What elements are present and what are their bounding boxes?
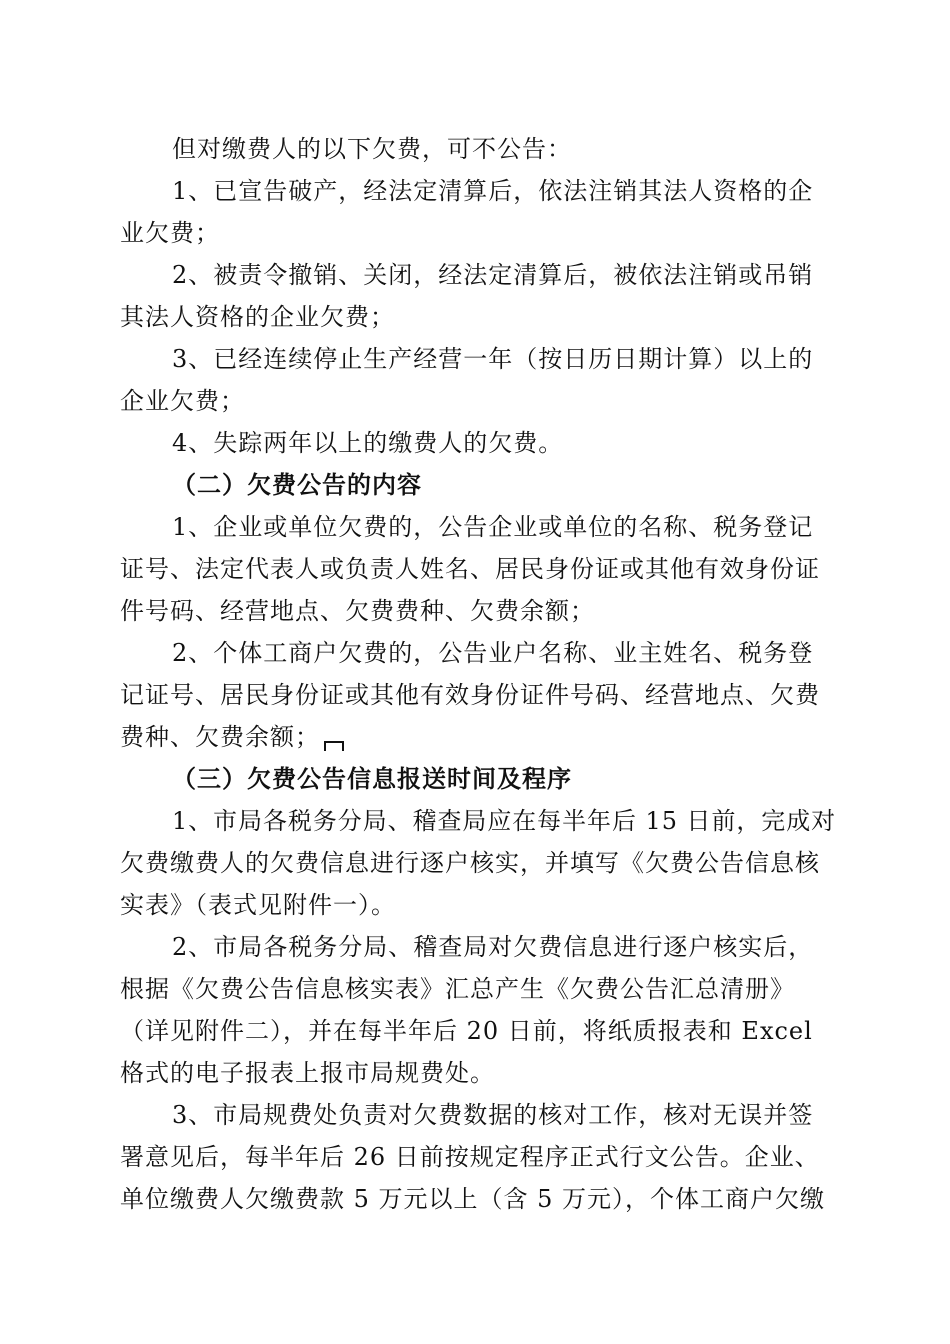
procedure-3-line-1: 3、市局规费处负责对欠费数据的核对工作，核对无误并签: [172, 1101, 814, 1129]
item-2-line-1: 2、被责令撤销、关闭，经法定清算后，被依法注销或吊销: [172, 261, 814, 289]
section-heading-2: （二）欠费公告的内容: [172, 471, 422, 499]
procedure-3-line-3: 单位缴费人欠缴费款 5 万元以上（含 5 万元），个体工商户欠缴: [120, 1185, 826, 1213]
edit-mark: [324, 741, 344, 751]
procedure-1-line-3: 实表》（表式见附件一）。: [120, 891, 396, 919]
content-1-line-3: 件号码、经营地点、欠费费种、欠费余额；: [120, 597, 595, 625]
procedure-1-line-2: 欠费缴费人的欠费信息进行逐户核实，并填写《欠费公告信息核: [120, 849, 820, 877]
item-2-line-2: 其法人资格的企业欠费；: [120, 303, 395, 331]
item-3-line-1: 3、已经连续停止生产经营一年（按日历日期计算）以上的: [172, 345, 814, 373]
procedure-2-line-3: （详见附件二），并在每半年后 20 日前，将纸质报表和 Excel: [120, 1017, 813, 1045]
procedure-2-line-4: 格式的电子报表上报市局规费处。: [120, 1059, 495, 1087]
content-2-line-2: 记证号、居民身份证或其他有效身份证件号码、经营地点、欠费: [120, 681, 820, 709]
content-2-line-1: 2、个体工商户欠费的，公告业户名称、业主姓名、税务登: [172, 639, 814, 667]
section-heading-3: （三）欠费公告信息报送时间及程序: [172, 765, 572, 793]
content-2-line-3: 费种、欠费余额；: [120, 723, 320, 751]
procedure-3-line-2: 署意见后，每半年后 26 日前按规定程序正式行文公告。企业、: [120, 1143, 820, 1171]
item-1-line-1: 1、已宣告破产，经法定清算后，依法注销其法人资格的企: [172, 177, 814, 205]
para-intro: 但对缴费人的以下欠费，可不公告：: [172, 135, 572, 163]
content-1-line-2: 证号、法定代表人或负责人姓名、居民身份证或其他有效身份证: [120, 555, 820, 583]
item-3-line-2: 企业欠费；: [120, 387, 245, 415]
content-1-line-1: 1、企业或单位欠费的，公告企业或单位的名称、税务登记: [172, 513, 814, 541]
item-1-line-2: 业欠费；: [120, 219, 220, 247]
procedure-2-line-1: 2、市局各税务分局、稽查局对欠费信息进行逐户核实后，: [172, 933, 814, 961]
item-4-line-1: 4、失踪两年以上的缴费人的欠费。: [172, 429, 564, 457]
procedure-1-line-1: 1、市局各税务分局、稽查局应在每半年后 15 日前，完成对: [172, 807, 837, 835]
procedure-2-line-2: 根据《欠费公告信息核实表》汇总产生《欠费公告汇总清册》: [120, 975, 795, 1003]
